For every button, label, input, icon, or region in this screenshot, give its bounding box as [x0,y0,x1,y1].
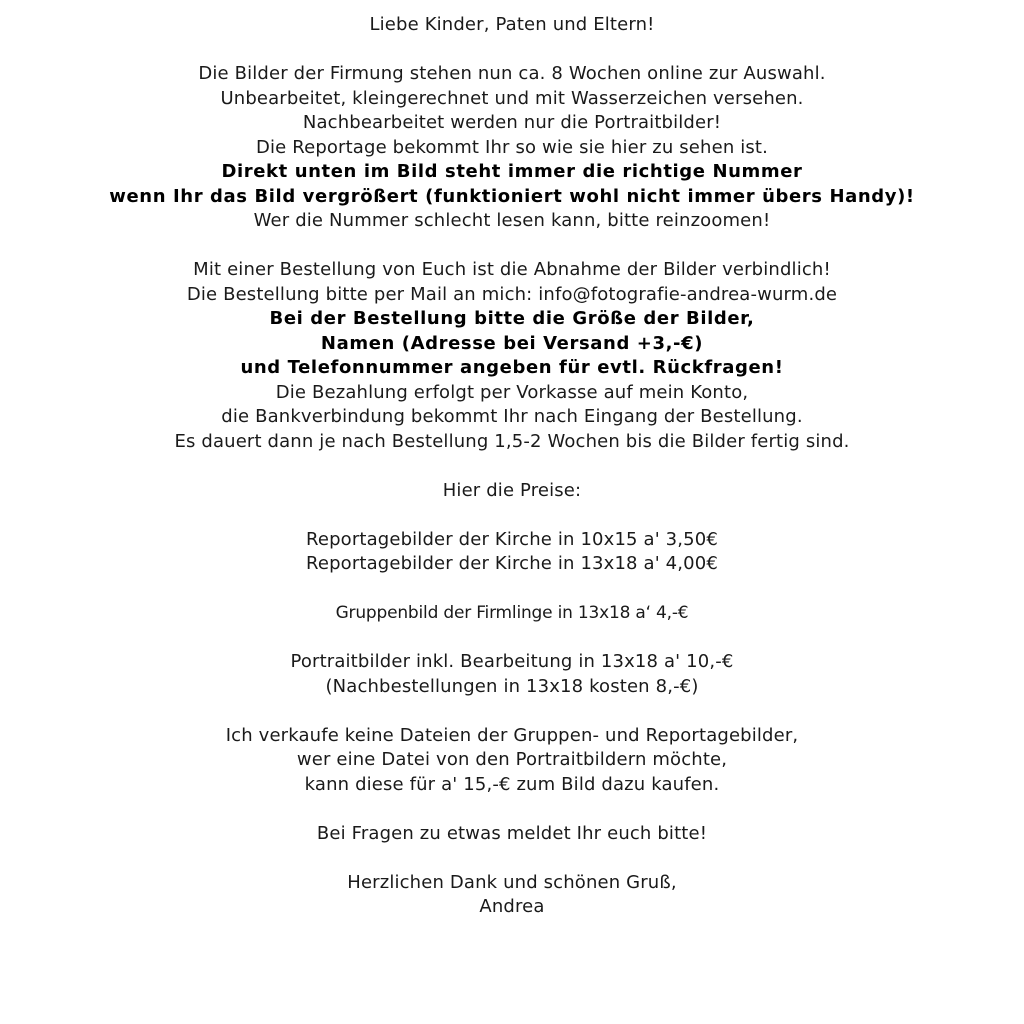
price-reportage: Reportagebilder der Kirche in 10x15 a' 3,50€ [306,528,718,550]
payment-line: Es dauert dann je nach Bestellung 1,5-2 Wochen bis die Bilder fertig sind. [174,430,850,452]
greeting: Liebe Kinder, Paten und Eltern! [369,14,655,35]
price-portrait-reorder: (Nachbestellungen in 13x18 kosten 8,-€) [325,675,699,697]
spacer [0,454,1024,479]
price-reportage: Reportagebilder der Kirche in 13x18 a' 4,00€ [306,553,718,574]
spacer [0,797,1024,822]
spacer [0,234,1024,259]
number-note-bold: Direkt unten im Bild steht immer die richtige Nummer [221,161,803,182]
order-binding-note: Mit einer Bestellung von Euch ist die Abnahme der Bilder verbindlich! [193,259,831,280]
order-instructions-bold: Bei der Bestellung bitte die Größe der Bilder, [269,308,755,329]
files-line: wer eine Datei von den Portraitbildern möchte, [296,749,728,770]
number-note-bold: wenn Ihr das Bild vergrößert (funktioniert wohl nicht immer übers Handy)! [109,185,915,207]
questions-line: Bei Fragen zu etwas meldet Ihr euch bitte! [316,822,708,844]
intro-line: Nachbearbeitet werden nur die Portraitbilder! [302,112,722,133]
price-group: Gruppenbild der Firmlinge in 13x18 a‘ 4,-€ [335,603,689,623]
zoom-note: Wer die Nummer schlecht lesen kann, bitte reinzoomen! [253,210,771,231]
order-instructions-bold: Namen (Adresse bei Versand +3,-€) [320,332,704,354]
files-line: kann diese für a' 15,-€ zum Bild dazu kaufen. [304,773,720,795]
price-portrait: Portraitbilder inkl. Bearbeitung in 13x18 a' 10,-€ [290,651,734,672]
spacer [0,699,1024,724]
closing-line: Herzlichen Dank und schönen Gruß, [347,871,677,893]
payment-line: Die Bezahlung erfolgt per Vorkasse auf mein Konto, [275,381,749,403]
intro-line: Die Reportage bekommt Ihr so wie sie hier zu sehen ist. [255,136,769,158]
spacer [0,626,1024,651]
payment-line: die Bankverbindung bekommt Ihr nach Eingang der Bestellung. [221,406,803,427]
order-email-line: Die Bestellung bitte per Mail an mich: info@fotografie-andrea-wurm.de [186,283,838,305]
spacer [0,38,1024,63]
prices-heading: Hier die Preise: [442,479,582,501]
intro-line: Unbearbeitet, kleingerechnet und mit Wasserzeichen versehen. [220,87,804,109]
files-line: Ich verkaufe keine Dateien der Gruppen- und Reportagebilder, [225,724,799,746]
spacer [0,577,1024,602]
spacer [0,846,1024,871]
spacer [0,503,1024,528]
intro-line: Die Bilder der Firmung stehen nun ca. 8 Wochen online zur Auswahl. [198,63,826,84]
order-instructions-bold: und Telefonnummer angeben für evtl. Rückfragen! [240,357,784,378]
signature: Andrea [479,896,545,917]
